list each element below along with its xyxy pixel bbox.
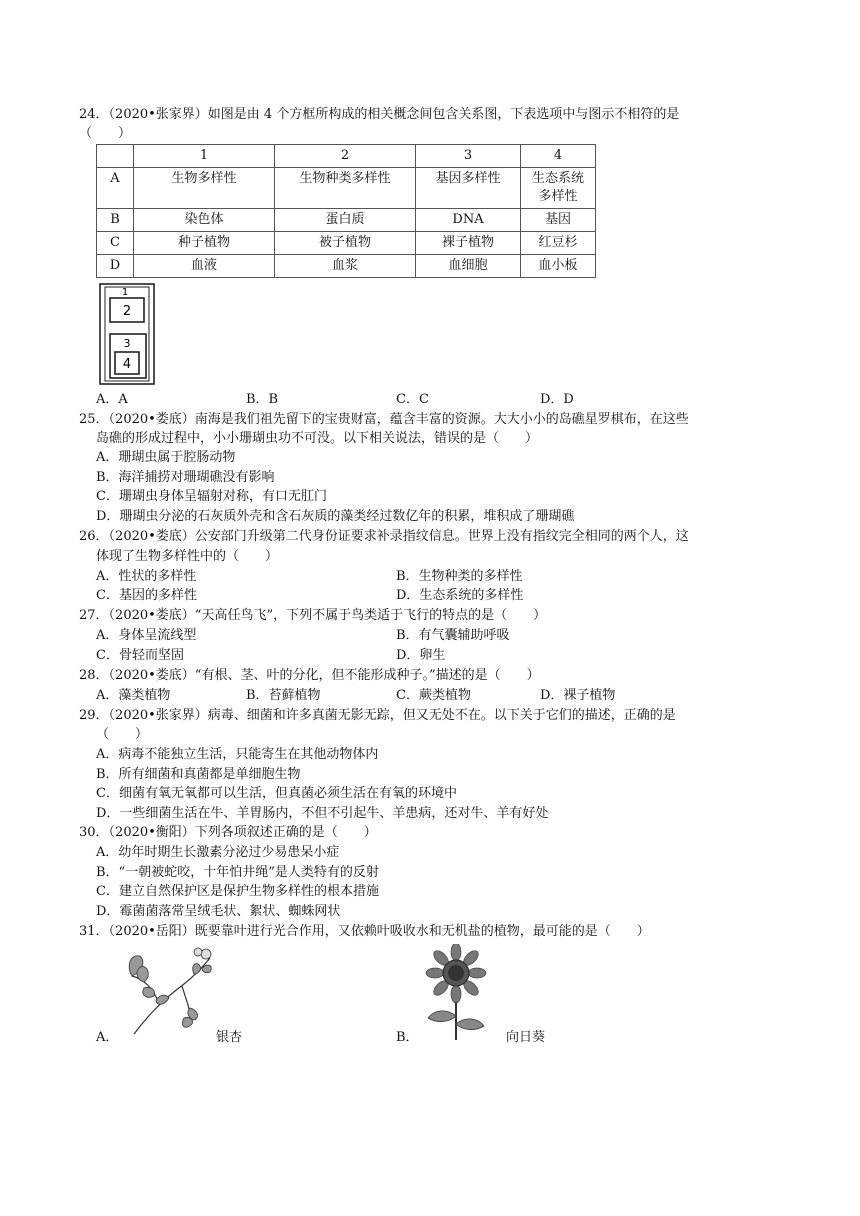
- table-cell: 血小板: [521, 255, 596, 278]
- q26-option-a[interactable]: A．性状的多样性: [96, 569, 197, 584]
- q29-option-b[interactable]: B．所有细菌和真菌都是单细胞生物: [96, 767, 301, 782]
- table-cell: C: [97, 232, 134, 255]
- q26-stem-line2: 体现了生物多样性中的（ ）: [96, 549, 279, 564]
- ginkgo-leaf: [137, 966, 148, 982]
- sunflower-image: [420, 944, 492, 1042]
- q26-option-b[interactable]: B．生物种类的多样性: [396, 569, 523, 584]
- ginkgo-leaf: [193, 964, 201, 974]
- q31-option-a-label: 银杏: [216, 1030, 243, 1045]
- table-cell: 基因: [521, 209, 596, 232]
- table-cell: 生物种类多样性: [275, 168, 416, 209]
- q28-option-c[interactable]: C．蕨类植物: [396, 688, 471, 703]
- table-header-row: [97, 145, 596, 168]
- ginkgo-fruit: [201, 949, 211, 959]
- q31-option-a[interactable]: A．: [96, 1030, 119, 1045]
- table-cell: 种子植物: [134, 232, 275, 255]
- q30-option-c[interactable]: C．建立自然保护区是保护生物多样性的根本措施: [96, 884, 379, 899]
- table-cell: 生物多样性: [134, 168, 275, 209]
- sunflower-leaf: [428, 1011, 456, 1022]
- q31-option-b-label: 向日葵: [506, 1030, 546, 1045]
- q28-stem: 28．（2020•娄底）“有根、茎、叶的分化，但不能形成种子。”描述的是（ ）: [79, 668, 540, 683]
- table-cell: 血浆: [275, 255, 416, 278]
- sunflower-petal: [451, 985, 461, 1003]
- table-cell: 血液: [134, 255, 275, 278]
- nested-box-diagram: [98, 282, 158, 388]
- table-cell: 红豆杉: [521, 232, 596, 255]
- q29-option-a[interactable]: A．病毒不能独立生活，只能寄生在其他动物体内: [96, 747, 379, 762]
- q24-option-d[interactable]: D．D: [540, 392, 574, 407]
- ginkgo-image: [124, 944, 216, 1042]
- sunflower-petal: [451, 944, 461, 961]
- table-cell: 蛋白质: [275, 209, 416, 232]
- q26-option-d[interactable]: D．生态系统的多样性: [396, 588, 524, 603]
- sunflower-petal: [468, 968, 486, 978]
- q24-stem-line1: 24．（2020•张家界）如图是由 4 个方框所构成的相关概念间包含关系图，下表选项中与图示不相符的是: [79, 107, 680, 122]
- table-cell: [97, 145, 134, 168]
- table-cell: 3: [416, 145, 521, 168]
- q24-option-b[interactable]: B．B: [246, 392, 279, 407]
- table-cell: 被子植物: [275, 232, 416, 255]
- diagram-label-4: 4: [122, 357, 132, 372]
- q27-option-a[interactable]: A．身体呈流线型: [96, 628, 197, 643]
- q25-option-a[interactable]: A．珊瑚虫属于腔肠动物: [96, 450, 236, 465]
- table-row: [97, 168, 596, 209]
- q28-option-d[interactable]: D．裸子植物: [540, 688, 616, 703]
- diagram-label-3: 3: [123, 337, 131, 350]
- q26-option-c[interactable]: C．基因的多样性: [96, 588, 197, 603]
- q25-option-c[interactable]: C．珊瑚虫身体呈辐射对称，有口无肛门: [96, 489, 327, 504]
- q30-option-d[interactable]: D．霉菌菌落常呈绒毛状、絮状、蜘蛛网状: [96, 904, 341, 919]
- q25-option-d[interactable]: D．珊瑚虫分泌的石灰质外壳和含石灰质的藻类经过数亿年的积累，堆积成了珊瑚礁: [96, 509, 575, 524]
- table-cell: 1: [134, 145, 275, 168]
- table-row: [97, 255, 596, 278]
- q25-stem-line1: 25．（2020•娄底）南海是我们祖先留下的宝贵财富，蕴含丰富的资源。大大小小的岛礁星罗棋布，在这些: [79, 412, 689, 427]
- q28-option-a[interactable]: A．藻类植物: [96, 688, 171, 703]
- q27-option-b[interactable]: B．有气囊辅助呼吸: [396, 628, 510, 643]
- q29-stem-line2: （ ）: [96, 727, 149, 742]
- table-cell: 2: [275, 145, 416, 168]
- ginkgo-leaf: [156, 995, 169, 1004]
- table-cell: D: [97, 255, 134, 278]
- q31-option-b[interactable]: B．: [396, 1030, 419, 1045]
- sunflower-core: [448, 965, 464, 981]
- table-cell: A: [97, 168, 134, 209]
- table-cell: 4: [521, 145, 596, 168]
- q24-table: [96, 144, 596, 278]
- sunflower-petal: [426, 968, 444, 978]
- q25-option-b[interactable]: B．海洋捕捞对珊瑚礁没有影响: [96, 470, 275, 485]
- table-cell: 裸子植物: [416, 232, 521, 255]
- q26-stem-line1: 26．（2020•娄底）公安部门升级第二代身份证要求补录指纹信息。世界上没有指纹完全相同的两个人，这: [79, 529, 689, 544]
- table-cell: B: [97, 209, 134, 232]
- q28-option-b[interactable]: B．苔藓植物: [246, 688, 321, 703]
- table-cell: DNA: [416, 209, 521, 232]
- q29-option-c[interactable]: C．细菌有氧无氧都可以生活，但真菌必须生活在有氧的环境中: [96, 786, 457, 801]
- q27-option-c[interactable]: C．骨轻而坚固: [96, 648, 184, 663]
- q27-stem: 27．（2020•娄底）“天高任鸟飞”，下列不属于鸟类适于飞行的特点的是（ ）: [79, 608, 547, 623]
- q24-option-c[interactable]: C．C: [396, 392, 429, 407]
- q24-stem-line2: （ ）: [79, 126, 132, 141]
- table-cell: 基因多样性: [416, 168, 521, 209]
- diagram-label-2: 2: [122, 304, 132, 319]
- q25-stem-line2: 岛礁的形成过程中，小小珊瑚虫功不可没。以下相关说法，错误的是（ ）: [96, 431, 539, 446]
- q30-option-b[interactable]: B．“一朝被蛇咬，十年怕井绳”是人类特有的反射: [96, 865, 379, 880]
- q30-option-a[interactable]: A．幼年时期生长激素分泌过少易患呆小症: [96, 845, 340, 860]
- ginkgo-leaf: [143, 987, 155, 997]
- q29-stem-line1: 29．（2020•张家界）病毒、细菌和许多真菌无影无踪，但又无处不在。以下关于它们的描述，正确的是: [79, 708, 676, 723]
- q27-option-d[interactable]: D．卵生: [396, 648, 446, 663]
- q31-stem: 31．（2020•岳阳）既要靠叶进行光合作用，又依赖叶吸收水和无机盐的植物，最可能的是（ ）: [79, 924, 650, 939]
- table-cell: 染色体: [134, 209, 275, 232]
- q29-option-d[interactable]: D．一些细菌生活在牛、羊胃肠内，不但不引起牛、羊患病，还对牛、羊有好处: [96, 806, 549, 821]
- sunflower-leaf: [456, 1019, 484, 1030]
- ginkgo-fruit: [194, 948, 202, 956]
- table-row: [97, 209, 596, 232]
- table-row: [97, 232, 596, 255]
- diagram-label-1: 1: [121, 287, 129, 298]
- table-cell: 生态系统 多样性: [521, 168, 596, 209]
- table-cell: 血细胞: [416, 255, 521, 278]
- q24-option-a[interactable]: A．A: [96, 392, 128, 407]
- q30-stem: 30．（2020•衡阳）下列各项叙述正确的是（ ）: [79, 825, 377, 840]
